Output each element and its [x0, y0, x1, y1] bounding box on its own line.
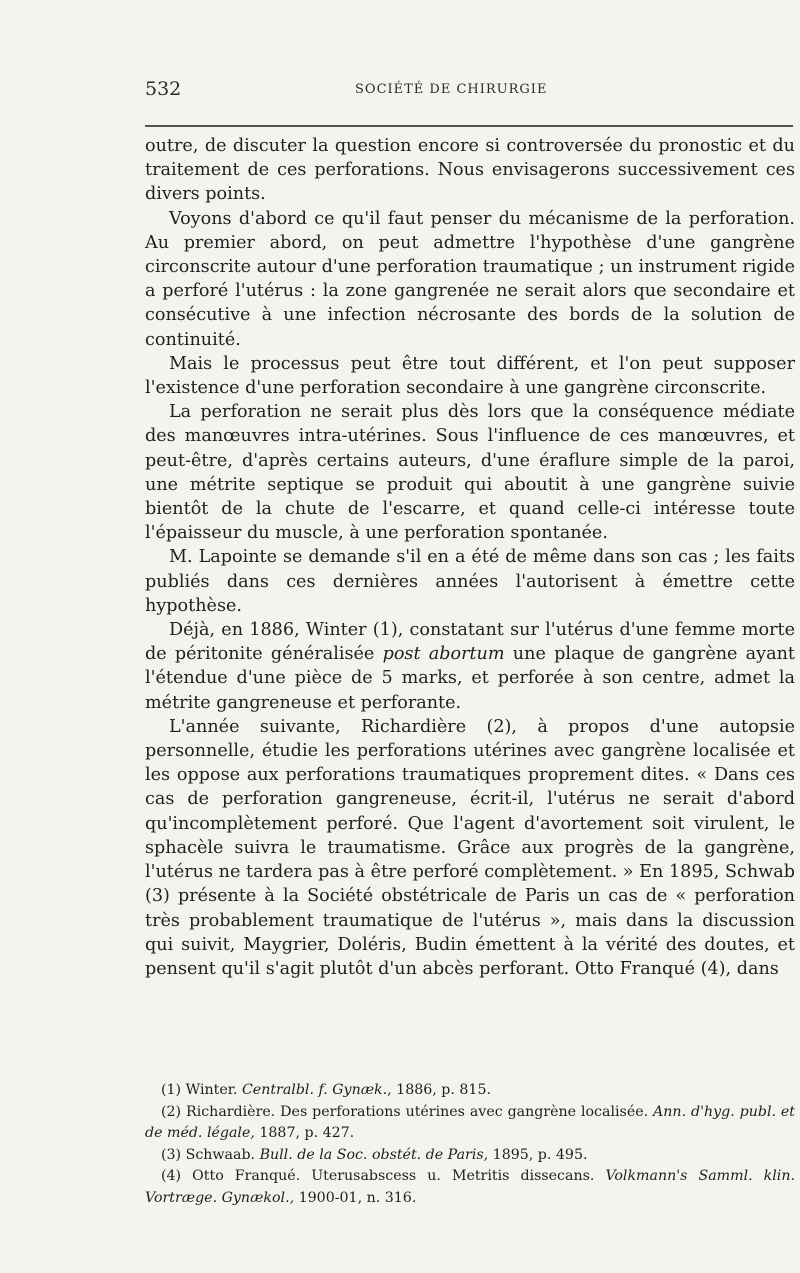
paragraph-1: outre, de discuter la question encore si controversée du pronostic et du traitement de ces perforations. Nous envisagerons successivement ces divers points.	[145, 136, 795, 205]
paragraph-6-text-a: Déjà, en 1886, Winter (1), constatant sur l'utérus d'une femme morte de péritonite généralisée	[145, 620, 795, 665]
footnote-2-ref: 1887, p. 427.	[254, 1125, 355, 1141]
page-number: 532	[145, 78, 182, 100]
footnote-3-journal: Bull. de la Soc. obstét. de Paris,	[259, 1146, 489, 1163]
running-head: SOCIÉTÉ DE CHIRURGIE	[355, 82, 548, 97]
footnote-1-ref: , 1886, p. 815.	[387, 1082, 491, 1098]
footnote-2-author: (2) Richardière. Des perforations utérines avec gangrène localisée.	[161, 1103, 654, 1120]
footnote-1	[145, 1080, 795, 1102]
footnote-2	[145, 1102, 795, 1145]
footnote-3	[145, 1145, 795, 1167]
paragraph-6-text-b: une plaque de gangrène ayant l'étendue d'une pièce de 5 marks, et perforée à son centre, admet la métrite gangreneuse et perforante.	[145, 644, 796, 713]
footnotes	[145, 1080, 795, 1209]
paragraph-5: M. Lapointe se demande s'il en a été de même dans son cas ; les faits publiés dans ces dernières années l'autorisent à émettre cette hypothèse.	[145, 547, 795, 616]
paragraph-6	[145, 618, 795, 715]
paragraph-2: Voyons d'abord ce qu'il faut penser du mécanisme de la perforation. Au premier abord, on peut admettre l'hypothèse d'une gangrène circonscrite autour d'une perforation traumatique ; un instrument rigide a perforé l'utérus : la zone gangrenée ne serait alors que secondaire et consécutive à une infection nécrosante des bords de la solution de continuité.	[145, 208, 795, 350]
footnote-1-journal: Centralbl. f. Gynæk.	[241, 1082, 388, 1098]
footnote-4-ref: 1900-01, n. 316.	[294, 1189, 417, 1206]
body-text	[145, 134, 795, 981]
page-header	[145, 78, 795, 102]
footnote-2-journal: Ann. d'hyg. publ. et de méd. légale,	[145, 1103, 796, 1141]
footnote-3-ref: 1895, p. 495.	[488, 1146, 588, 1163]
paragraph-4: La perforation ne serait plus dès lors que la conséquence médiate des manœuvres intra-utérines. Sous l'influence de ces manœuvres, et peut-être, d'après certains auteurs, d'une éraflure simple de la paroi, une métrite septique se produit qui aboutit à une gangrène suivie bientôt de la chute de l'escarre, et quand celle-ci intéresse toute l'épaisseur du muscle, à une perforation spontanée.	[145, 402, 795, 544]
footnote-4-journal: Volkmann's Samml. klin. Vortræge. Gynækol.,	[145, 1168, 795, 1206]
paragraph-7: L'année suivante, Richardière (2), à propos d'une autopsie personnelle, étudie les perforations utérines avec gangrène localisée et les oppose aux perforations traumatiques proprement dites. « Dans ces cas de perforation gangreneuse, écrit-il, l'utérus ne serait d'abord qu'incomplètement perforé. Que l'agent d'avortement soit virulent, le sphacèle suivra le traumatisme. Grâce aux progrès de la gangrène, l'utérus ne tardera pas à être perforé complètement. » En 1895, Schwab (3) présente à la Société obstétricale de Paris un cas de « perforation très probablement traumatique de l'utérus », mais dans la discussion qui suivit, Maygrier, Doléris, Budin émettent à la vérité des doutes, et pensent qu'il s'agit plutôt d'un abcès perforant. Otto Franqué (4), dans	[145, 716, 795, 979]
footnote-4-author: (4) Otto Franqué. Uterusabscess u. Metritis dissecans.	[161, 1168, 606, 1184]
paragraph-3: Mais le processus peut être tout différent, et l'on peut supposer l'existence d'une perforation secondaire à une gangrène circonscrite.	[145, 353, 795, 399]
header-rule	[145, 125, 793, 127]
footnote-3-author: (3) Schwaab.	[161, 1146, 260, 1163]
paragraph-6-italic: post abortum	[382, 644, 505, 665]
footnote-4	[145, 1166, 795, 1209]
footnote-1-author: (1) Winter.	[161, 1082, 242, 1098]
